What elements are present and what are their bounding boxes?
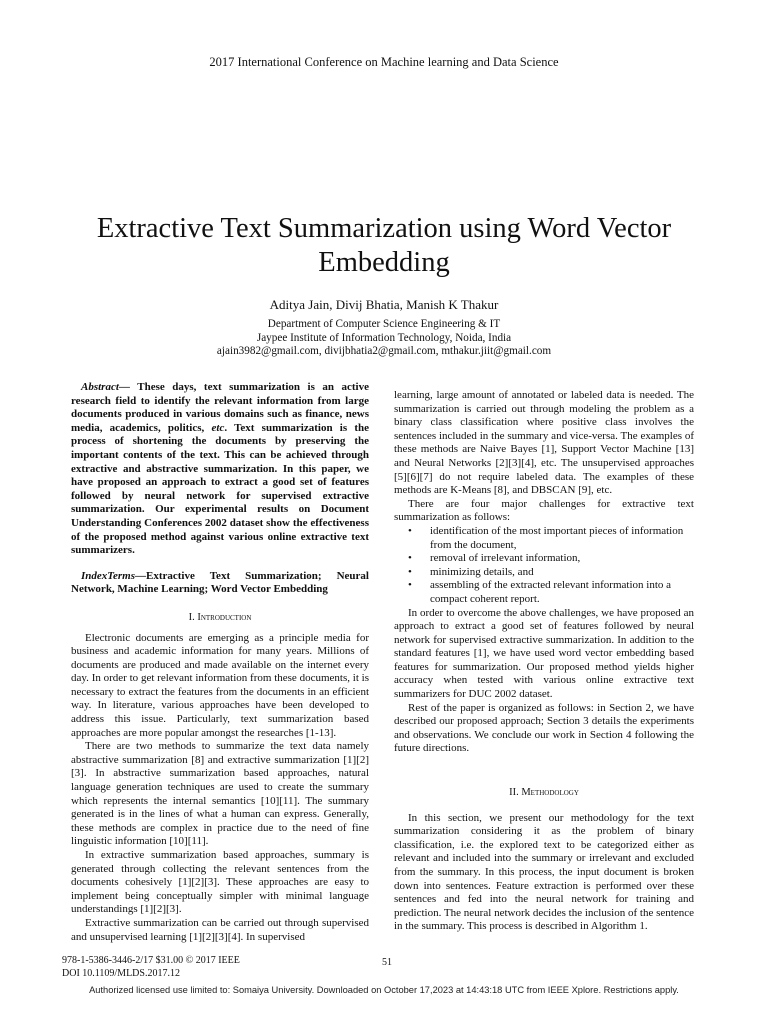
paragraph: Extractive summarization can be carried out through supervised and unsupervised learning [1][2][3][4]. In supervised xyxy=(71,916,369,943)
abstract: Abstract— These days, text summarization is an active research field to identify the relevant information from large documents produced in various domains such as finance, news media, academics, politics, etc. Text summarization is the process of shortening the documents by preserving the important contents of the text. This can be achieved through extractive and abstractive summarization. In this paper, we have proposed an approach to extract a good set of features followed by neural network for supervised extractive summarization. Our experimental results on Document Understanding Conferences 2002 dataset show the effectiveness of the proposed method against various online extractive text summarizers. xyxy=(71,381,369,557)
list-item: • minimizing details, and xyxy=(430,566,694,580)
list-item: • identification of the most important pieces of information from the document, xyxy=(430,525,694,552)
index-terms-label: IndexTerms xyxy=(81,569,135,582)
paragraph: In extractive summarization based approaches, summary is generated through collecting the relevant sentences from the documents cohesively [1][2][3]. These approaches are easy to implement being conceptually simpler with minimal language understandings [1][2][3]. xyxy=(71,849,369,916)
page-number: 51 xyxy=(382,957,392,968)
paragraph: There are two methods to summarize the text data namely abstractive summarization [8] and extractive summarization [1][2][3]. In abstractive summarization based approaches, natural language generation techniques are used to create the summary which represents the internal semantics [10][11]. The summary generated is in the lines of what a human can express. Generally, these methods are complex in practice due to the need of fine linguistic information [10][11]. xyxy=(71,740,369,848)
doi-line: DOI 10.1109/MLDS.2017.12 xyxy=(62,968,180,979)
abstract-label: Abstract xyxy=(81,381,119,393)
affiliation-institute: Jaypee Institute of Information Technology, Noida, India xyxy=(256,332,512,344)
right-column xyxy=(394,389,694,934)
left-column xyxy=(71,381,369,944)
paragraph: Electronic documents are emerging as a principle media for business and academic information for many years. Millions of documents are produced and made available on the internet every day. In order to get relevant information from these documents, it is necessary to extract the features from the documents in an efficient way. In literature, various approaches have been developed to address this issue. Particularly, text summarization based approaches are more popular amongst the researches [1-13]. xyxy=(71,631,369,739)
conference-header: 2017 International Conference on Machine learning and Data Science xyxy=(209,55,559,69)
section-heading-methodology: II. Methodology xyxy=(509,787,579,799)
paper-title: Extractive Text Summarization using Word Vector Embedding xyxy=(96,213,672,278)
list-item: • assembling of the extracted relevant information into a compact coherent report. xyxy=(430,579,694,606)
challenges-list xyxy=(394,525,694,607)
paragraph: Rest of the paper is organized as follows: in Section 2, we have described our proposed approach; Section 3 details the experiments and observations. We conclude our work in Section 4 following the future directions. xyxy=(394,701,694,755)
section-heading-introduction: I. Introduction xyxy=(188,611,252,623)
paragraph: There are four major challenges for extractive text summarization as follows: xyxy=(394,497,694,524)
affiliation-emails: ajain3982@gmail.com, divijbhatia2@gmail.com, mthakur.jiit@gmail.com xyxy=(216,345,552,357)
affiliation-department: Department of Computer Science Engineering & IT xyxy=(267,318,501,330)
isbn-line: 978-1-5386-3446-2/17 $31.00 © 2017 IEEE xyxy=(62,955,240,966)
paragraph: learning, large amount of annotated or labeled data is needed. The summarization is carried out through modeling the problem as a binary class classification where positive class involves the sentences included in the summary and vice-versa. The examples of these methods are Naive Bayes [1], Support Vector Machine [13] and Neural Networks [2][3][4], etc. The unsupervised approaches [5][6][7] do not require labeled data. The examples of these methods are K-Means [8], and DBSCAN [9], etc. xyxy=(394,389,694,497)
list-item: • removal of irrelevant information, xyxy=(430,552,694,566)
paper-authors: Aditya Jain, Divij Bhatia, Manish K Thakur xyxy=(269,297,499,312)
paragraph: In this section, we present our methodology for the text summarization considering it as the problem of binary classification, i.e. the explored text to be categorized either as relevant and included into the summary or irrelevant and excluded from the summary. In this process, the input document is broken down into sentences. Feature extraction is performed over these sentences and fed into the neural network for training and prediction. The neural network decides the inclusion of the sentence in the summary. This process is described in Algorithm 1. xyxy=(394,811,694,933)
footer-copyright xyxy=(62,954,240,980)
license-notice: Authorized licensed use limited to: Somaiya University. Downloaded on October 17,2023 at 14:43:18 UTC from IEEE Xplore. Restrictions apply. xyxy=(89,985,679,995)
index-terms: IndexTerms—Extractive Text Summarization; Neural Network, Machine Learning; Word Vector Embedding xyxy=(71,569,369,596)
paragraph: In order to overcome the above challenges, we have proposed an approach to extract a good set of features followed by neural network for supervised extractive summarization. In addition to the standard features [1], we have used word vector embedding based features for summarization. Our proposed method yields higher accuracy when tested with various online extractive text summarizers for DUC 2002 dataset. xyxy=(394,606,694,701)
